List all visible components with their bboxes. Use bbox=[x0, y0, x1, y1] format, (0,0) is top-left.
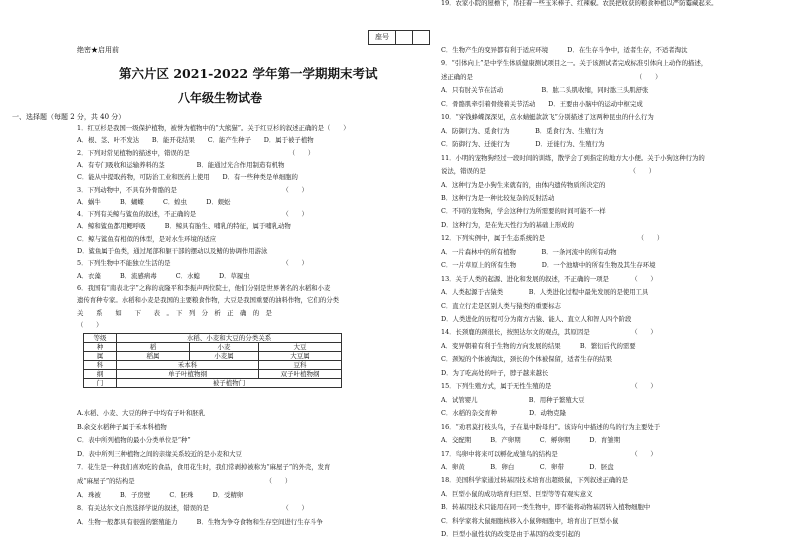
confidential-mark: 绝密★启用前 bbox=[77, 46, 119, 54]
question-line: C．科学家将大鼠细胞核移入小鼠卵细胞中，培育出了巨型小鼠 bbox=[441, 516, 619, 525]
question-line: 说法，错误的是 （ ） bbox=[441, 167, 656, 176]
seat-label: 座号 bbox=[369, 31, 396, 44]
table-row bbox=[84, 352, 342, 361]
question-line: 15．下列生殖方式，属于无性生殖的是 （ ） bbox=[441, 382, 657, 391]
question-line: A.水稻、小麦、大豆的种子中均有子叶和胚乳 bbox=[77, 409, 206, 417]
question-line: B．这种行为是一种比较复杂的反射活动 bbox=[441, 193, 555, 202]
question-line: 10．“穿钱蜂蝶深深见，点水蜻蜓款款飞”分别描述了这两种昆虫的什么行为 bbox=[441, 113, 654, 122]
question-line: A．鲸和鲨鱼都用鳃呼吸 B．鲸具有胎生、哺乳的特征，属于哺乳动物 bbox=[77, 222, 291, 231]
question-line: C．不同的宠物狗，学会这种行为所需要的时间可能不一样 bbox=[441, 207, 606, 216]
question-line: A．有专门吸收和运输养料的茎 B．能通过光合作用制造有机物 bbox=[77, 160, 285, 169]
question-line: A．变异朝着有利于生物的方向发展的结果 B．繁衍后代的需要 bbox=[441, 341, 636, 350]
table-cell: 被子植物门 bbox=[117, 379, 342, 388]
question-line: A．这种行为是小狗生来就有的，由体内遗传物质所决定的 bbox=[441, 180, 606, 189]
question-line: 13．关于人类的起源、进化和发展的叙述，不正确的一项是 （ ） bbox=[441, 274, 657, 283]
question-line: 9．“引体向上”是中学生体质健康测试项目之一。关于该测试者完成标准引体向上动作的描述， bbox=[441, 59, 708, 68]
question-line: C．表中所列植物的最小分类单位是“种” bbox=[77, 436, 191, 445]
table-row bbox=[84, 370, 342, 379]
table-cell: 大豆 bbox=[259, 343, 342, 352]
classification-table bbox=[83, 333, 342, 388]
question-line: 4．下列有关鲸与鲨鱼的叙述，不正确的是 （ ） bbox=[77, 210, 308, 219]
question-line: D．人类进化的历程可分为南方古猿、能人、直立人和智人四个阶段 bbox=[441, 315, 632, 323]
table-rank-header: 等级 bbox=[84, 334, 117, 343]
section-heading: 一、选择题（每题 2 分，共 40 分） bbox=[12, 113, 126, 121]
table-cell: 种 bbox=[84, 343, 117, 352]
question-line: 2．下列对常见植物的描述中，错误的是 （ ） bbox=[77, 148, 315, 157]
question-line: A．防御行为、觅食行为 B．觅食行为、生殖行为 bbox=[441, 126, 604, 135]
question-line: A．根、茎、叶不发达 B．能开花结果 C．能产生种子 D．属于被子植物 bbox=[77, 136, 314, 145]
question-line: A．珠被 B．子房壁 C．胚珠 D．受精卵 bbox=[77, 490, 244, 499]
question-line: D．这种行为，是在先天性行为的基础上形成的 bbox=[441, 220, 574, 229]
exam-subtitle: 八年级生物试卷 bbox=[178, 91, 263, 105]
question-line: C．直立行走是区别人类与猿类的重要标志 bbox=[441, 301, 561, 310]
question-line: C．骨骼肌牵引着骨绕着关节活动 D．王要由小脑中的运动中枢完成 bbox=[441, 99, 643, 108]
question-line: D．为了吃高处的叶子，脖子越来越长 bbox=[441, 368, 549, 377]
table-cell: 纲 bbox=[84, 370, 117, 379]
question-line: B．转基因技术只能用在同一类生物中，即不能将动物基因转入植物细胞中 bbox=[441, 503, 651, 512]
table-cell: 科 bbox=[84, 361, 117, 370]
question-line: A．生物一般都具有很强的繁殖能力 B．生物为争夺食物和生存空间进行生存斗争 bbox=[77, 517, 323, 526]
question-line: B.余交水稻种子属于禾本科植物 bbox=[77, 422, 167, 431]
question-line: A．蜗牛 B．蝴蝶 C．蝗虫 D．蜈蚣 bbox=[77, 197, 231, 206]
question-line: 1．红豆杉是我国一级保护植物，被誉为植物中的“大熊猫”。关于红豆杉的叙述正确的是（ ） bbox=[77, 124, 350, 132]
seat-cell bbox=[396, 31, 413, 44]
question-line: 8．有关达尔文自然选择学说的叙述，错误的是 （ ） bbox=[77, 504, 308, 513]
question-line: C．一片草原上的所有生物 D．一个池塘中的所有生物及其生存环境 bbox=[441, 261, 656, 270]
question-line: 关 系 如 下 表 。 下 列 分 析 正 确 的 是 bbox=[77, 308, 272, 317]
table-row bbox=[84, 343, 342, 352]
question-line: 成“麻屋子”的结构是 （ ） bbox=[77, 477, 292, 485]
question-line: C．生物产生的变异都有利于适应环境 D．在生存斗争中，适者生存，不适者淘汰 bbox=[441, 46, 688, 54]
question-line: A．试管婴儿 B．用种子繁殖大豆 bbox=[441, 395, 585, 404]
question-line: A．只有肘关节在活动 B．肱二头肌收缩，同时肱三头肌舒张 bbox=[441, 86, 649, 95]
question-line: 19．农家小院的屋檐下，吊挂着一些玉米棒子、红辣椒。农民把收获的粮食种植以严防霉藏起来。 bbox=[441, 0, 718, 7]
question-line: （ ） bbox=[77, 320, 103, 329]
table-cell: 豆科 bbox=[259, 361, 342, 370]
table-cell: 小麦属 bbox=[190, 352, 259, 361]
table-cell: 单子叶植物纲 bbox=[117, 370, 259, 379]
question-line: A．一片森林中的所有植物 B．一条河流中的所有动物 bbox=[441, 247, 617, 256]
question-line: 16．“劝君莫打枝头鸟，子在巢中盼母归”。该诗句中描述的鸟的行为主要处于 bbox=[441, 422, 661, 431]
table-cell: 小麦 bbox=[190, 343, 259, 352]
question-line: 3．下列动物中，不具有外骨骼的是 （ ） bbox=[77, 185, 308, 194]
table-cell: 门 bbox=[84, 379, 117, 388]
question-line: A．人类起源于古猿类 B．人类进化过程中最先发展的是使用工具 bbox=[441, 288, 649, 297]
question-line: A．巨型小鼠的成功培育归巨型、巨型等等有观实意义 bbox=[441, 489, 593, 498]
question-line: C．鲸与鲨鱼有相似的体型，是对水生环境的适应 bbox=[77, 234, 217, 243]
seat-number-box bbox=[368, 30, 430, 45]
table-row bbox=[84, 361, 342, 370]
table-cell: 稻属 bbox=[117, 352, 190, 361]
question-line: A．交配期 B．产卵期 C．孵卵期 D．育雏期 bbox=[441, 436, 621, 445]
table-row bbox=[84, 379, 342, 388]
question-line: A．衣藻 B．流感病毒 C．水螅 D．草履虫 bbox=[77, 271, 250, 280]
question-line: D．鲨鱼属于鱼类，通过尾部和躯干部的摆动以及鳍的协调作用游泳 bbox=[77, 247, 268, 255]
question-line: 7．花生是一种我们喜欢吃的食品，食用花生时，我们常剥掉被称为“麻屋子”的外壳，发育 bbox=[77, 463, 331, 472]
question-line: A．卵黄 B．卵白 C．卵带 D．胚盘 bbox=[441, 462, 614, 471]
question-line: C．颈短的个体被淘汰，颈长的个体被保留，适者生存的结果 bbox=[441, 355, 613, 364]
question-line: 17．鸟卵中将来可以孵化成雏鸟的结构是 （ ） bbox=[441, 449, 657, 458]
question-line: 11．小明的宠物狗经过一段时间的训练，散学会了到指定的地方大小便。关于小狗这种行为的 bbox=[441, 153, 705, 162]
question-line: 述正确的是 （ ） bbox=[441, 72, 662, 81]
question-line: 12．下列实例中，属于生态系统的是 （ ） bbox=[441, 234, 664, 243]
question-line: C．防御行为、迁徙行为 D．迁徙行为、生殖行为 bbox=[441, 140, 605, 149]
question-line: D．巨型小鼠性状的改变是由于基因的改变引起的 bbox=[441, 530, 581, 539]
table-cell: 属 bbox=[84, 352, 117, 361]
question-line: 18．美国科学家通过转基因技术培育出超级鼠，下列叙述正确的是 bbox=[441, 476, 629, 485]
table-cell: 大豆属 bbox=[259, 352, 342, 361]
question-line: 5．下列生物中不能独立生活的是 （ ） bbox=[77, 259, 308, 268]
question-line: C．水稻的杂交育种 D．动物克隆 bbox=[441, 409, 567, 418]
seat-cell bbox=[413, 31, 429, 44]
question-line: 6．我国有“南表北宇”之称的袁隆平和李振声两位院士，他们分别是世界著名的水稻和小麦 bbox=[77, 283, 331, 292]
exam-title: 第六片区 2021-2022 学年第一学期期末考试 bbox=[119, 66, 378, 81]
question-line: C．能从中提取药物，可防治工业和医药上使用 D．有一些种类是单细胞的 bbox=[77, 173, 298, 182]
table-cell: 双子叶植物纲 bbox=[259, 370, 342, 379]
question-line: 14．长颈鹿的颈很长，按照达尔文的观点，其原因是 （ ） bbox=[441, 328, 657, 337]
question-line: D．表中所列三种植物之间的亲缘关系较近的是小麦和大豆 bbox=[77, 449, 242, 458]
table-cell: 禾本科 bbox=[117, 361, 259, 370]
table-cell: 稻 bbox=[117, 343, 190, 352]
table-title: 水稻、小麦和大豆的分类关系 bbox=[117, 334, 342, 343]
question-line: 遗传育种专家。水稻和小麦是我国的主要粮食作物，大豆是我国重要的油料作物，它们的分类 bbox=[77, 296, 340, 305]
